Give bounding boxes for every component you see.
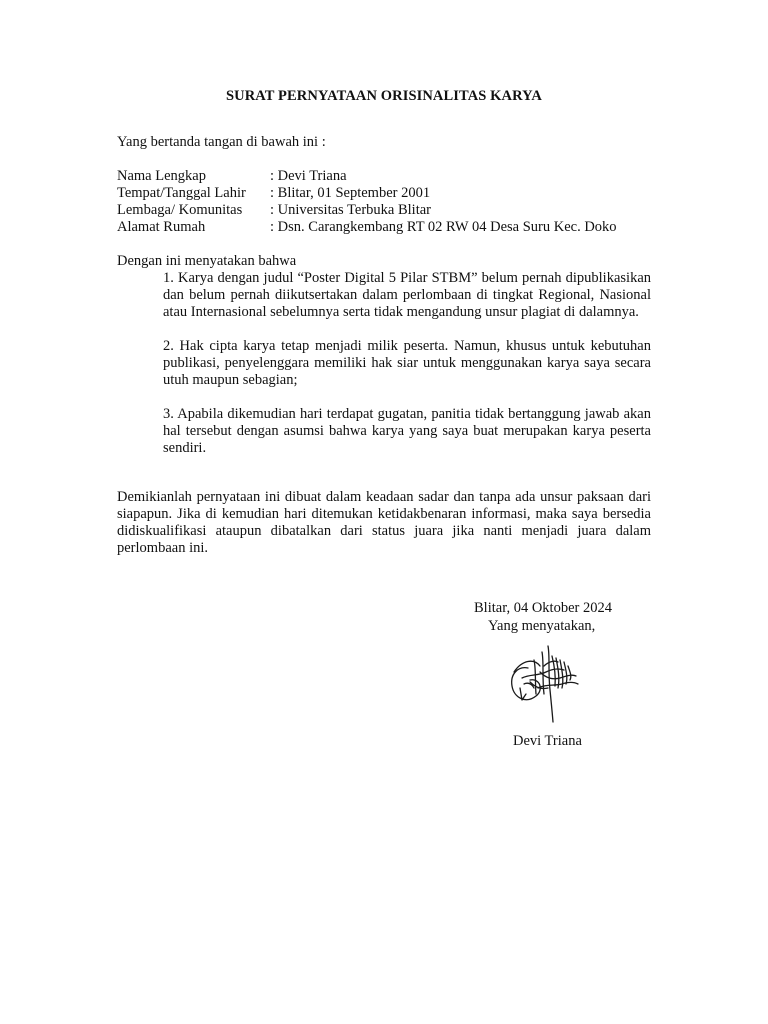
identity-row-name [117,168,617,185]
identity-label: Alamat Rumah [117,219,206,235]
statement-point-3: 3. Apabila dikemudian hari terdapat gugatan, panitia tidak bertanggung jawab akan hal tersebut dengan asumsi bahwa karya yang saya buat merupakan karya peserta sendiri. [163,406,651,456]
identity-value: : Universitas Terbuka Blitar [270,202,432,218]
statement-point-1: 1. Karya dengan judul “Poster Digital 5 Pilar STBM” belum pernah dipublikasikan dan belum pernah diikutsertakan dalam perlombaan di tingkat Regional, Nasional atau Internasional sebelumnya serta tidak mengandung unsur plagiat di dalamnya. [163,270,651,320]
identity-value: : Devi Triana [270,168,347,184]
intro-text: Yang bertanda tangan di bawah ini : [117,134,326,150]
statement-point-2: 2. Hak cipta karya tetap menjadi milik peserta. Namun, khusus untuk kebutuhan publikasi, penyelenggara memiliki hak siar untuk menggunakan karya saya secara utuh maupun sebagian; [163,338,651,388]
closing-paragraph: Demikianlah pernyataan ini dibuat dalam keadaan sadar dan tanpa ada unsur paksaan dari siapapun. Jika di kemudian hari ditemukan ketidakbenaran informasi, maka saya bersedia didiskualifikasi ataupun dibatalkan dari status juara jika nanti menjadi juara dalam perlombaan ini. [117,489,651,556]
identity-label: Nama Lengkap [117,168,206,184]
identity-row-address [117,219,617,236]
signer-statement: Yang menyatakan, [488,618,596,634]
statement-lead: Dengan ini menyatakan bahwa [117,253,297,269]
signer-name: Devi Triana [513,733,582,749]
identity-row-birth [117,185,617,202]
letter-title: SURAT PERNYATAAN ORISINALITAS KARYA [225,88,542,104]
statement-points [163,270,651,474]
place-date: Blitar, 04 Oktober 2024 [474,600,612,616]
identity-row-institution [117,202,617,219]
identity-value: : Dsn. Carangkembang RT 02 RW 04 Desa Suru Kec. Doko [270,219,617,235]
identity-value: : Blitar, 01 September 2001 [270,185,431,201]
identity-block [117,168,617,236]
handwritten-signature [500,638,592,726]
identity-label: Lembaga/ Komunitas [117,202,243,218]
identity-label: Tempat/Tanggal Lahir [117,185,246,201]
